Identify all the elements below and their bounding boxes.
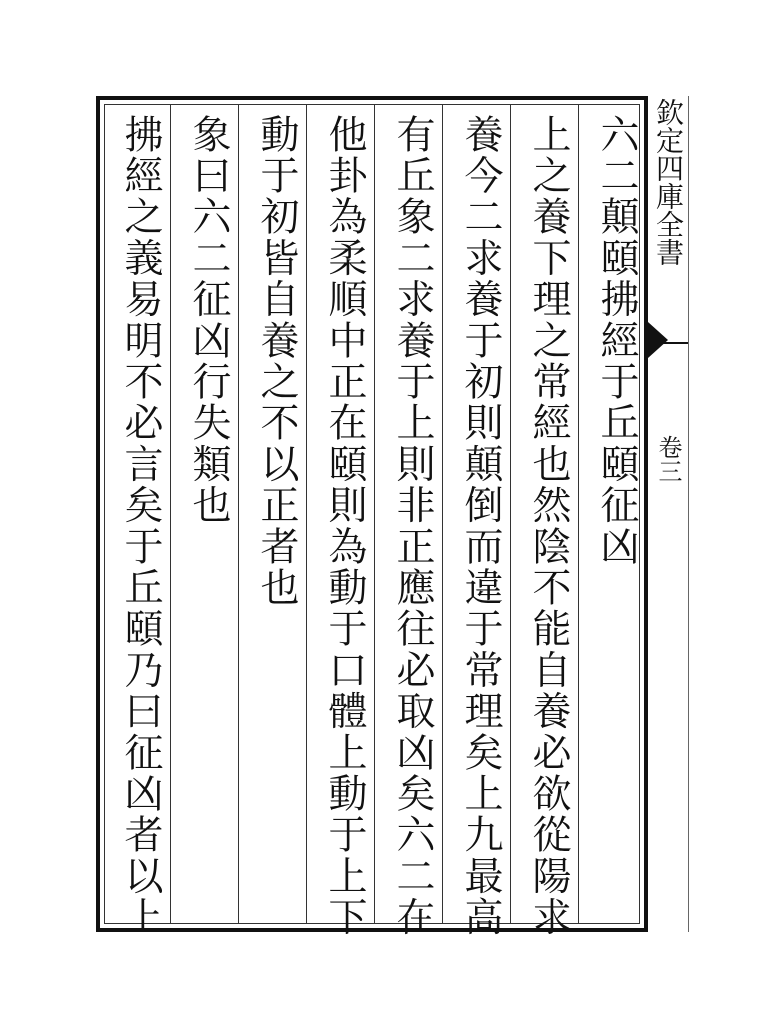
column-rule <box>374 104 375 924</box>
column-rule <box>170 104 171 924</box>
text-column-6: 動于初皆自養之不以正者也 <box>254 114 299 609</box>
column-rule <box>442 104 443 924</box>
text-column-4: 有丘象二求養于上則非正應往必取凶矣六二在 <box>390 114 435 938</box>
volume-label: 卷三 <box>654 435 682 483</box>
text-column-8: 拂經之義易明不必言矣于丘頤乃曰征凶者以上 <box>118 114 163 938</box>
text-column-7: 象曰六二征凶行失類也 <box>186 114 231 526</box>
book-title: 欽定四庫全書 <box>652 98 685 266</box>
text-column-5: 他卦為柔順中正在頤則為動于口體上動于上下 <box>322 114 367 938</box>
text-column-3: 養今二求養于初則顛倒而違于常理矣上九最高 <box>458 114 503 938</box>
text-column-2: 上之養下理之常經也然陰不能自養必欲從陽求 <box>526 114 571 938</box>
column-rule <box>578 104 579 924</box>
fishtail-mark <box>648 322 668 358</box>
fishtail-line <box>648 342 688 344</box>
column-rule <box>238 104 239 924</box>
text-column-1: 六二顛頤拂經于丘頤征凶 <box>594 114 639 568</box>
column-rule <box>306 104 307 924</box>
column-rule <box>510 104 511 924</box>
